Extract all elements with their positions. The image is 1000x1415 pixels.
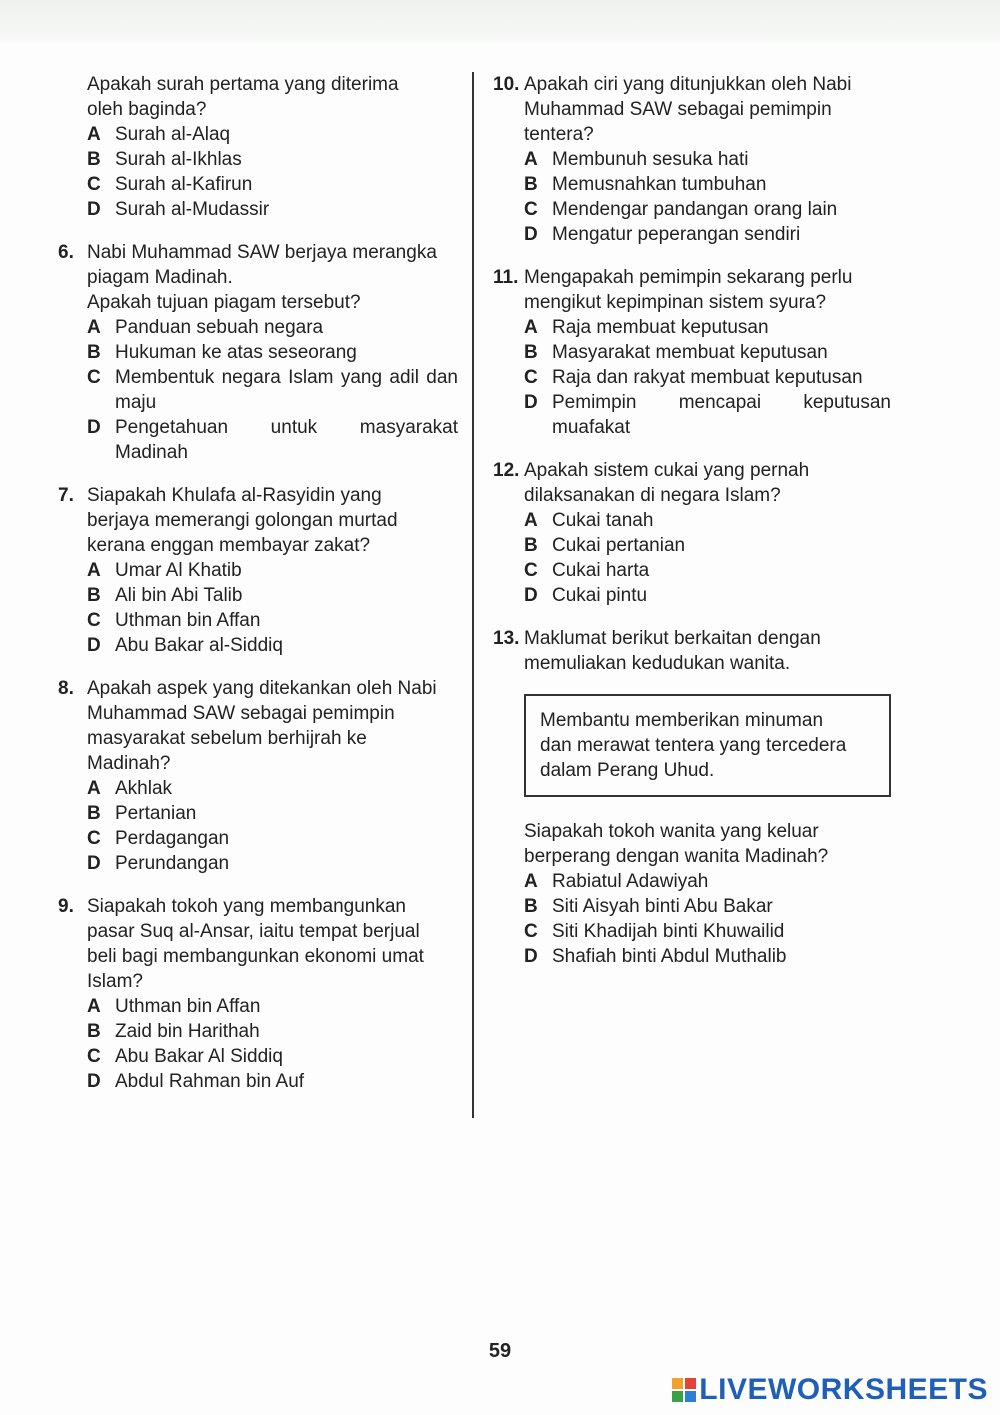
option-text: Surah al-Ikhlas [115,149,242,170]
answer-option[interactable] [87,776,458,801]
option-letter: B [87,803,101,824]
answer-option[interactable] [87,315,458,340]
option-text: Raja dan rakyat membuat keputusan [552,367,863,388]
question-stem [524,72,891,147]
question-line: Muhammad SAW sebagai pemimpin [87,703,395,724]
option-text: Siti Khadijah binti Khuwailid [552,921,785,942]
option-letter: C [524,367,538,388]
option-text: Cukai tanah [552,510,654,531]
question-line: Madinah? [87,753,171,774]
page-number: 59 [488,1340,512,1362]
answer-option[interactable] [87,608,458,633]
question-row [58,676,458,876]
option-letter: B [524,174,538,195]
question-line: Apakah tujuan piagam tersebut? [87,292,361,313]
question [493,626,891,969]
question-number: 10. [493,74,520,95]
question-line: Apakah surah pertama yang diterima [87,74,399,95]
question-line: berjaya memerangi golongan murtad [87,510,398,531]
option-text: Pertanian [115,803,197,824]
option-text: Surah al-Kafirun [115,174,253,195]
question-line: Siapakah Khulafa al-Rasyidin yang [87,485,382,506]
right-column [493,72,891,987]
answer-option[interactable] [524,315,891,340]
question-number: 8. [58,678,74,699]
option-letter: B [87,342,101,363]
column-divider [472,72,474,1118]
question-line: beli bagi membangunkan ekonomi umat [87,946,424,967]
option-letter: A [87,124,101,145]
option-text: Abu Bakar al-Siddiq [115,635,283,656]
option-letter: A [524,510,538,531]
question-stem [524,265,891,315]
question-number [58,72,87,222]
question-row [493,72,891,247]
question [493,458,891,608]
answer-option[interactable] [524,340,891,365]
question [58,676,458,876]
question-stem [87,676,458,776]
question-line: piagam Madinah. [87,267,233,288]
question-body [524,72,891,247]
answer-option[interactable] [87,147,458,172]
question-line: Maklumat berikut berkaitan dengan [524,628,821,649]
question-body [87,72,458,222]
question-body [87,483,458,658]
option-text: Akhlak [115,778,173,799]
option-letter: A [87,778,101,799]
option-letter: D [524,392,538,413]
option-text: Membunuh sesuka hati [552,149,749,170]
question-number: 11. [493,267,519,288]
question-line: Muhammad SAW sebagai pemimpin [524,99,832,120]
answer-option[interactable] [524,894,891,919]
answer-option[interactable] [87,826,458,851]
question [58,72,458,222]
option-letter: C [87,610,101,631]
option-text: Perundangan [115,853,230,874]
answer-option[interactable] [524,558,891,583]
option-letter: C [87,1046,101,1067]
option-letter: D [524,224,538,245]
question-number: 12. [493,460,520,481]
option-text: Rabiatul Adawiyah [552,871,709,892]
question-row [58,894,458,1094]
answer-option[interactable] [524,869,891,894]
question-line: Islam? [87,971,143,992]
question-stem [87,240,458,315]
option-text: Shafiah binti Abdul Muthalib [552,946,787,967]
option-text: Ali bin Abi Talib [115,585,243,606]
option-text: Cukai harta [552,560,650,581]
question-followup [524,819,891,869]
option-text: Mengatur peperangan sendiri [552,224,801,245]
question-line: mengikut kepimpinan sistem syura? [524,292,827,313]
option-letter: C [87,174,101,195]
option-text: Cukai pertanian [552,535,686,556]
answer-option[interactable] [524,197,891,222]
question-stem [87,72,458,122]
answer-option[interactable] [524,944,891,969]
question-line: Nabi Muhammad SAW berjaya merangka [87,242,437,263]
question-row [493,458,891,608]
liveworksheets-logo-icon [672,1378,696,1402]
question-body [87,894,458,1094]
answer-option[interactable] [87,801,458,826]
question-number: 7. [58,485,74,506]
option-text: Mendengar pandangan orang lain [552,199,838,220]
answer-option[interactable] [524,222,891,247]
question-stem [524,458,891,508]
question [58,483,458,658]
question-line: Apakah ciri yang ditunjukkan oleh Nabi [524,74,852,95]
answer-option[interactable] [87,994,458,1019]
answer-option[interactable] [524,583,891,608]
question-row [58,240,458,465]
option-text: Uthman bin Affan [115,610,261,631]
question-line: berperang dengan wanita Madinah? [524,846,829,867]
option-text: Masyarakat membuat keputusan [552,342,828,363]
answer-option[interactable] [87,558,458,583]
option-letter: B [87,149,101,170]
option-letter: B [87,585,101,606]
question-number: 6. [58,242,74,263]
answer-option[interactable] [87,415,458,465]
option-text: Pemimpin mencapai keputusan muafakat [552,392,891,438]
question-line: masyarakat sebelum berhijrah ke [87,728,367,749]
question-line: tentera? [524,124,594,145]
option-letter: A [87,996,101,1017]
option-letter: A [87,317,101,338]
option-text: Pengetahuan untuk masyarakat Madinah [115,417,458,463]
option-text: Uthman bin Affan [115,996,261,1017]
option-letter: A [524,317,538,338]
info-box [524,694,891,797]
brand-name: LIVEWORKSHEETS [699,1373,988,1406]
info-box-line: dalam Perang Uhud. [540,760,715,781]
option-letter: B [87,1021,101,1042]
question-stem [87,894,458,994]
question-body [87,676,458,876]
option-letter: A [87,560,101,581]
question [58,894,458,1094]
question-row [493,265,891,440]
question-number: 13. [493,628,520,649]
info-box-line: dan merawat tentera yang tercedera [540,735,847,756]
answer-option[interactable] [524,919,891,944]
question-number: 9. [58,896,74,917]
question-line: dilaksanakan di negara Islam? [524,485,781,506]
option-text: Membentuk negara Islam yang adil dan maju [115,367,458,413]
option-letter: C [524,560,538,581]
answer-option[interactable] [87,340,458,365]
question [58,240,458,465]
answer-option[interactable] [524,508,891,533]
question-line: memuliakan kedudukan wanita. [524,653,791,674]
option-letter: D [87,1071,101,1092]
answer-option[interactable] [524,172,891,197]
info-box-line: Membantu memberikan minuman [540,710,824,731]
option-text: Umar Al Khatib [115,560,242,581]
answer-option[interactable] [524,147,891,172]
question-body [524,458,891,608]
question-body [524,626,891,969]
answer-option[interactable] [87,1019,458,1044]
option-text: Cukai pintu [552,585,648,606]
option-letter: B [524,342,538,363]
answer-option[interactable] [87,633,458,658]
option-text: Abdul Rahman bin Auf [115,1071,305,1092]
option-letter: C [87,367,101,388]
answer-option[interactable] [87,172,458,197]
question-line: kerana enggan membayar zakat? [87,535,371,556]
option-text: Surah al-Alaq [115,124,231,145]
question-line: Apakah sistem cukai yang pernah [524,460,810,481]
option-letter: D [524,585,538,606]
question-stem [87,483,458,558]
option-letter: C [87,828,101,849]
question-line: Apakah aspek yang ditekankan oleh Nabi [87,678,437,699]
option-letter: C [524,921,538,942]
answer-option[interactable] [87,365,458,415]
question-line: Mengapakah pemimpin sekarang perlu [524,267,853,288]
question [493,72,891,247]
option-letter: D [87,853,101,874]
liveworksheets-brand[interactable] [672,1373,988,1407]
question-row [493,626,891,969]
option-text: Raja membuat keputusan [552,317,769,338]
option-text: Zaid bin Harithah [115,1021,260,1042]
option-text: Panduan sebuah negara [115,317,324,338]
question-line: pasar Suq al-Ansar, iaitu tempat berjual [87,921,420,942]
question-row [58,72,458,222]
question-body [87,240,458,465]
option-letter: B [524,896,538,917]
answer-option[interactable] [87,583,458,608]
option-letter: D [524,946,538,967]
answer-option[interactable] [524,533,891,558]
question-line: Siapakah tokoh wanita yang keluar [524,821,819,842]
option-text: Perdagangan [115,828,230,849]
top-strip [0,0,1000,42]
option-letter: C [524,199,538,220]
option-letter: A [524,149,538,170]
question-stem [524,626,891,676]
option-letter: D [87,635,101,656]
answer-option[interactable] [87,122,458,147]
question [493,265,891,440]
answer-option[interactable] [87,851,458,876]
option-letter: B [524,535,538,556]
left-column [58,72,458,1112]
option-letter: D [87,199,101,220]
answer-option[interactable] [524,390,891,440]
answer-option[interactable] [87,1069,458,1094]
answer-option[interactable] [524,365,891,390]
option-letter: A [524,871,538,892]
answer-option[interactable] [87,1044,458,1069]
option-text: Surah al-Mudassir [115,199,270,220]
question-body [524,265,891,440]
question-line: oleh baginda? [87,99,207,120]
option-letter: D [87,417,101,438]
option-text: Memusnahkan tumbuhan [552,174,767,195]
option-text: Hukuman ke atas seseorang [115,342,357,363]
question-row [58,483,458,658]
answer-option[interactable] [87,197,458,222]
question-line: Siapakah tokoh yang membangunkan [87,896,407,917]
option-text: Siti Aisyah binti Abu Bakar [552,896,773,917]
option-text: Abu Bakar Al Siddiq [115,1046,283,1067]
